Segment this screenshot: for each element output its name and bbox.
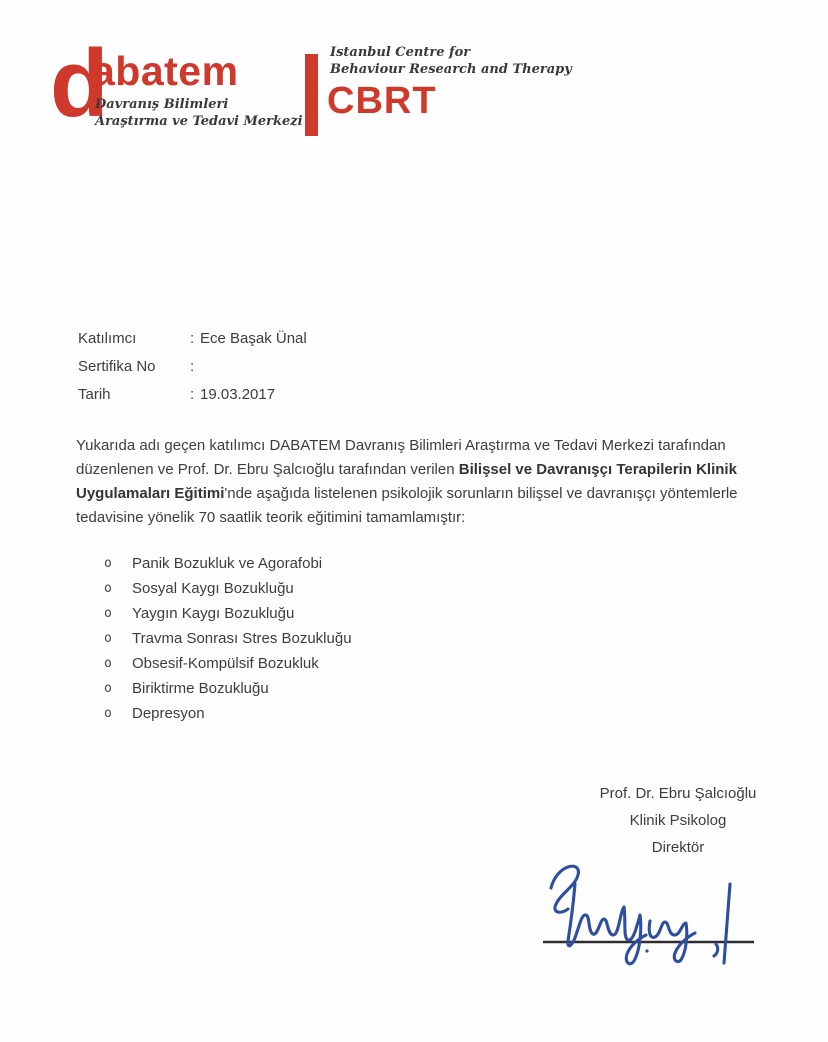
list-item — [104, 551, 352, 576]
signer-role: Direktör — [651, 839, 705, 856]
icbrt-bar-icon — [305, 54, 318, 136]
list-item — [104, 626, 352, 651]
dabatem-initial-icon: d — [50, 30, 109, 137]
body-text-after-bold: 'nde aşağıda listelenen psikolojik sorunların bilişsel ve davranışçı yöntemlerle tedavisine yönelik 70 saatlik teorik eğitimini tamamlamıştır: — [76, 485, 738, 526]
icbrt-logo — [305, 42, 585, 142]
list-item — [104, 576, 352, 601]
body-text-before-bold: Yukarıda adı geçen katılımcı DABATEM Davranış Bilimleri Araştırma ve Tedavi Merkezi tarafından düzenlenen ve Prof. Dr. Ebru Şalcıoğlu tarafından verilen — [76, 437, 726, 478]
date-value: 19.03.2017 — [200, 385, 276, 403]
separator: : — [190, 385, 195, 403]
topic-ocd: Obsesif-Kompülsif Bozukluk — [132, 655, 319, 672]
signer-title: Klinik Psikolog — [629, 812, 727, 829]
circle-bullet-icon: o — [104, 581, 112, 596]
icbrt-tagline-line1: Istanbul Centre for — [330, 45, 471, 60]
icbrt-tagline-line2: Behaviour Research and Therapy — [330, 62, 572, 77]
topic-ptsd: Travma Sonrası Stres Bozukluğu — [132, 630, 352, 647]
signature-icon — [533, 856, 765, 976]
list-item — [104, 601, 352, 626]
topic-social-anxiety: Sosyal Kaygı Bozukluğu — [132, 580, 294, 597]
circle-bullet-icon: o — [104, 556, 112, 571]
list-item — [104, 676, 352, 701]
icbrt-wordmark: CBRT — [327, 80, 437, 122]
separator: : — [190, 329, 195, 347]
signature-image — [533, 856, 765, 976]
participant-name-label: Katılımcı — [78, 329, 137, 347]
participant-info — [78, 324, 307, 408]
circle-bullet-icon: o — [104, 631, 112, 646]
list-item — [104, 651, 352, 676]
participant-row-name — [78, 324, 307, 352]
training-name-bold: Bilişsel ve Davranışçı Terapilerin Klinik Uygulamaları Eğitimi — [76, 461, 737, 502]
dabatem-tagline-line2: Araştırma ve Tedavi Merkezi — [95, 114, 303, 129]
topic-hoarding: Biriktirme Bozukluğu — [132, 680, 269, 697]
participant-row-certificate-no — [78, 352, 307, 380]
dabatem-wordmark: abatem — [92, 48, 239, 94]
certificate-no-label: Sertifika No — [78, 357, 156, 375]
icbrt-tagline — [330, 44, 572, 78]
circle-bullet-icon: o — [104, 706, 112, 721]
signer-name: Prof. Dr. Ebru Şalcıoğlu — [599, 785, 757, 802]
list-item — [104, 701, 352, 726]
topic-generalized-anxiety: Yaygın Kaygı Bozukluğu — [132, 605, 295, 622]
dabatem-tagline — [95, 96, 303, 130]
training-topics-list — [104, 551, 352, 726]
topic-depression: Depresyon — [132, 705, 205, 722]
participant-row-date — [78, 380, 307, 408]
date-label: Tarih — [78, 385, 111, 403]
certificate-body-paragraph — [76, 434, 764, 530]
circle-bullet-icon: o — [104, 606, 112, 621]
participant-name-value: Ece Başak Ünal — [200, 329, 307, 347]
circle-bullet-icon: o — [104, 656, 112, 671]
topic-panic-disorder: Panik Bozukluk ve Agorafobi — [132, 555, 323, 572]
separator: : — [190, 357, 195, 375]
circle-bullet-icon: o — [104, 681, 112, 696]
dabatem-logo — [50, 30, 303, 140]
dabatem-tagline-line1: Davranış Bilimleri — [95, 97, 229, 112]
signature-block — [548, 780, 808, 861]
